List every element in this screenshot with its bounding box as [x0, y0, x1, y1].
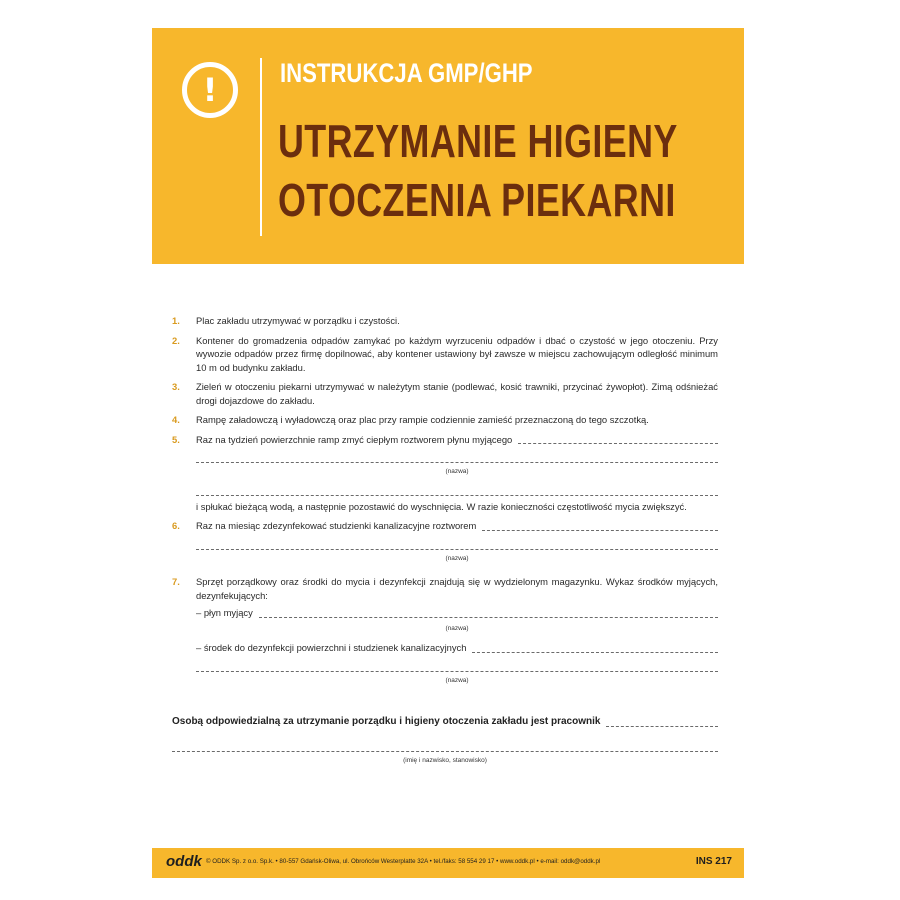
list-item — [172, 433, 718, 514]
field-caption: (nazwa) — [445, 676, 469, 684]
fill-line[interactable] — [518, 433, 718, 444]
item-number: 6. — [172, 520, 180, 531]
fill-line[interactable] — [196, 535, 718, 550]
item-text-continued: i spłukać bieżącą wodą, a następnie pozostawić do wyschnięcia. W razie konieczności częstotliwość mycia zwiększyć. — [196, 500, 687, 512]
fill-line[interactable] — [472, 642, 718, 653]
responsible-section — [172, 715, 718, 767]
item-text: Zieleń w otoczeniu piekarni utrzymywać w należytym stanie (podlewać, kosić trawniki, przycinać żywopłot). Zimą odśnieżać drogi dojazdowe do zakładu. — [196, 381, 718, 406]
field-caption: (nazwa) — [445, 624, 469, 632]
item-text: Rampę załadowczą i wyładowczą oraz plac przy rampie codziennie zamieść przeznaczoną do tego szczotką. — [196, 414, 649, 425]
fill-line[interactable] — [196, 448, 718, 463]
item-text: Sprzęt porządkowy oraz środki do mycia i dezynfekcji znajdują się w wydzielonym magazynku. Wykaz środków myjących, dezynfekujących: — [196, 576, 718, 601]
item-text: Raz na tydzień powierzchnie ramp zmyć ciepłym roztworem płynu myjącego — [196, 433, 513, 445]
footer-contact-text: © ODDK Sp. z o.o. Sp.k. • 80-557 Gdańsk-Oliwa, ul. Obrońców Westerplatte 32A • tel./faks: 58 554 29 17 • www.oddk.pl • e-mail: oddk@oddk.pl — [206, 858, 601, 865]
field-caption: (imię i nazwisko, stanowisko) — [403, 756, 487, 764]
field-caption: (nazwa) — [445, 468, 469, 475]
fill-row — [196, 433, 718, 447]
fill-row — [196, 641, 718, 655]
item-number: 4. — [172, 414, 180, 425]
list-item — [172, 413, 718, 427]
document-code: INS 217 — [695, 856, 732, 867]
item-number: 7. — [172, 576, 180, 587]
document-kicker: INSTRUKCJA GMP/GHP — [280, 58, 533, 88]
fill-row — [196, 606, 718, 620]
fill-line[interactable] — [606, 716, 718, 727]
fill-line[interactable] — [172, 737, 718, 752]
fill-line[interactable] — [196, 481, 718, 496]
item-text: Plac zakładu utrzymywać w porządku i czystości. — [196, 315, 400, 326]
list-item — [172, 314, 718, 328]
instruction-list — [172, 314, 718, 767]
instruction-sheet — [152, 28, 744, 880]
sub-item-text: – płyn myjący — [196, 607, 253, 618]
sub-item-text: – środek do dezynfekcji powierzchni i studzienek kanalizacyjnych — [196, 642, 467, 653]
list-item — [172, 519, 718, 565]
item-number: 2. — [172, 334, 180, 346]
publisher-logo: oddk — [166, 853, 202, 870]
fill-row — [196, 519, 718, 533]
header-divider — [260, 58, 262, 236]
fill-line[interactable] — [482, 520, 718, 531]
item-text: Raz na miesiąc zdezynfekować studzienki kanalizacyjne roztworem — [196, 520, 477, 531]
header-band — [152, 28, 744, 264]
fill-line[interactable] — [196, 657, 718, 672]
item-text: Kontener do gromadzenia odpadów zamykać po każdym wyrzuceniu odpadów i dbać o czystość w jego otoczeniu. Przy wywozie odpadów przez firmę dopilnować, aby kontener ustawiony był zawsze w miejscu zachowującym odległość minimum 10 m od budynku zakładu. — [196, 334, 718, 373]
document-title-line-1: UTRZYMANIE HIGIENY — [278, 115, 678, 167]
footer-band — [152, 848, 744, 878]
list-item — [172, 575, 718, 687]
item-number: 5. — [172, 433, 180, 445]
item-number: 3. — [172, 381, 180, 392]
fill-row — [172, 715, 718, 729]
responsible-text: Osobą odpowiedzialną za utrzymanie porządku i higieny otoczenia zakładu jest pracownik — [172, 716, 601, 727]
exclamation-circle-icon: ! — [182, 62, 238, 118]
fill-line[interactable] — [259, 607, 718, 618]
item-number: 1. — [172, 315, 180, 326]
document-title-line-2: OTOCZENIA PIEKARNI — [278, 174, 676, 226]
list-item — [172, 380, 718, 407]
field-caption: (nazwa) — [445, 554, 469, 562]
list-item — [172, 334, 718, 375]
